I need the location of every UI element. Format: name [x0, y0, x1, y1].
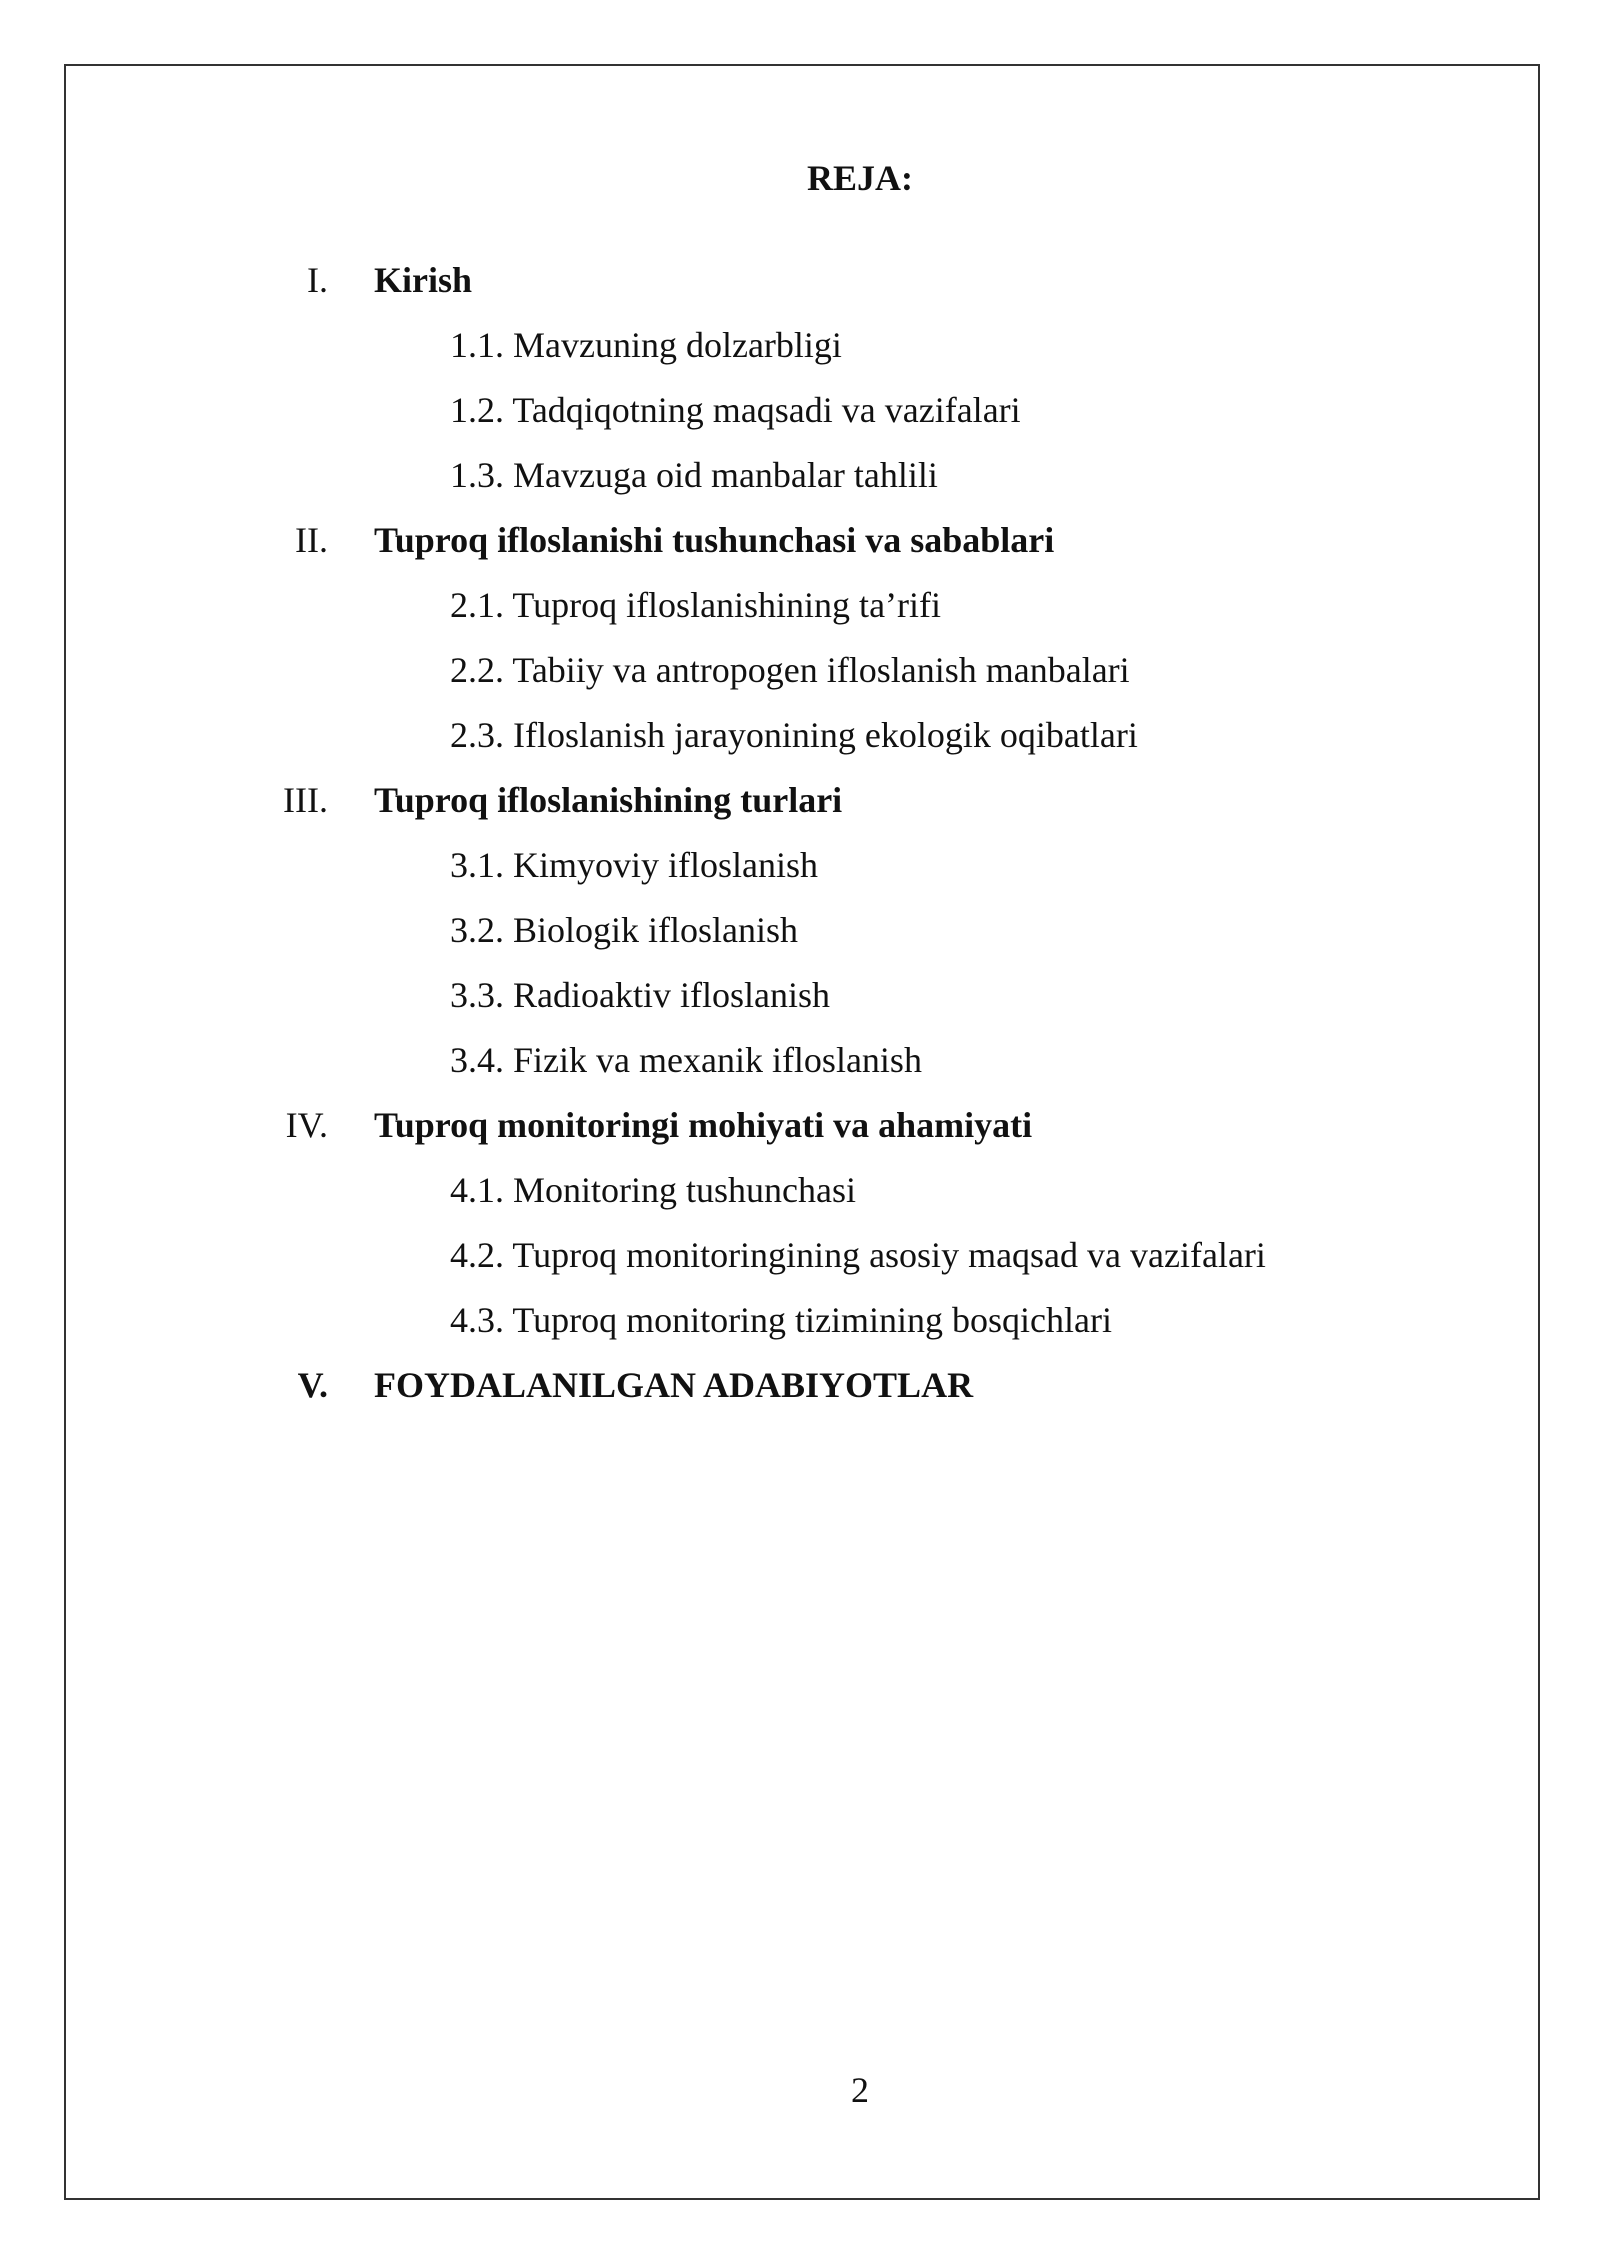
page-number: 2	[851, 2070, 869, 2110]
section-numeral: II.	[295, 520, 328, 560]
toc-subsection	[0, 703, 1600, 768]
section-title: Tuproq monitoringi mohiyati va ahamiyati	[374, 1105, 1033, 1145]
toc-section-1	[0, 248, 1600, 313]
toc-subsection	[0, 1028, 1600, 1093]
toc-subsection	[0, 833, 1600, 898]
subsection-title: 2.1. Tuproq ifloslanishining ta’rifi	[450, 585, 942, 625]
section-numeral: V.	[297, 1365, 328, 1405]
subsection-title: 4.1. Monitoring tushunchasi	[450, 1170, 856, 1210]
toc-subsection	[0, 313, 1600, 378]
section-title: FOYDALANILGAN ADABIYOTLAR	[374, 1365, 974, 1405]
section-title: Tuproq ifloslanishining turlari	[374, 780, 843, 820]
section-title: Kirish	[374, 260, 473, 300]
section-numeral: IV.	[285, 1105, 328, 1145]
subsection-title: 3.3. Radioaktiv ifloslanish	[450, 975, 830, 1015]
section-numeral: III.	[283, 780, 328, 820]
subsection-title: 3.1. Kimyoviy ifloslanish	[450, 845, 818, 885]
subsection-title: 1.3. Mavzuga oid manbalar tahlili	[450, 455, 938, 495]
toc-subsection	[0, 898, 1600, 963]
subsection-title: 4.3. Tuproq monitoring tizimining bosqichlari	[450, 1300, 1113, 1340]
subsection-title: 2.3. Ifloslanish jarayonining ekologik oqibatlari	[450, 715, 1138, 755]
subsection-title: 3.2. Biologik ifloslanish	[450, 910, 799, 950]
section-title: Tuproq ifloslanishi tushunchasi va sabablari	[374, 520, 1055, 560]
subsection-title: 1.1. Mavzuning dolzarbligi	[450, 325, 842, 365]
toc-subsection	[0, 638, 1600, 703]
toc-section-5	[0, 1353, 1600, 1418]
subsection-title: 4.2. Tuproq monitoringining asosiy maqsad va vazifalari	[450, 1235, 1266, 1275]
toc-subsection	[0, 573, 1600, 638]
toc-subsection	[0, 1288, 1600, 1353]
subsection-title: 3.4. Fizik va mexanik ifloslanish	[450, 1040, 922, 1080]
toc-section-3	[0, 768, 1600, 833]
toc-section-4	[0, 1093, 1600, 1158]
toc-subsection	[0, 1158, 1600, 1223]
toc-subsection	[0, 963, 1600, 1028]
page-title: REJA:	[807, 158, 913, 198]
subsection-title: 2.2. Tabiiy va antropogen ifloslanish manbalari	[450, 650, 1130, 690]
toc-subsection	[0, 378, 1600, 443]
subsection-title: 1.2. Tadqiqotning maqsadi va vazifalari	[450, 390, 1021, 430]
toc-subsection	[0, 1223, 1600, 1288]
toc-subsection	[0, 443, 1600, 508]
section-numeral: I.	[307, 260, 328, 300]
toc-section-2	[0, 508, 1600, 573]
